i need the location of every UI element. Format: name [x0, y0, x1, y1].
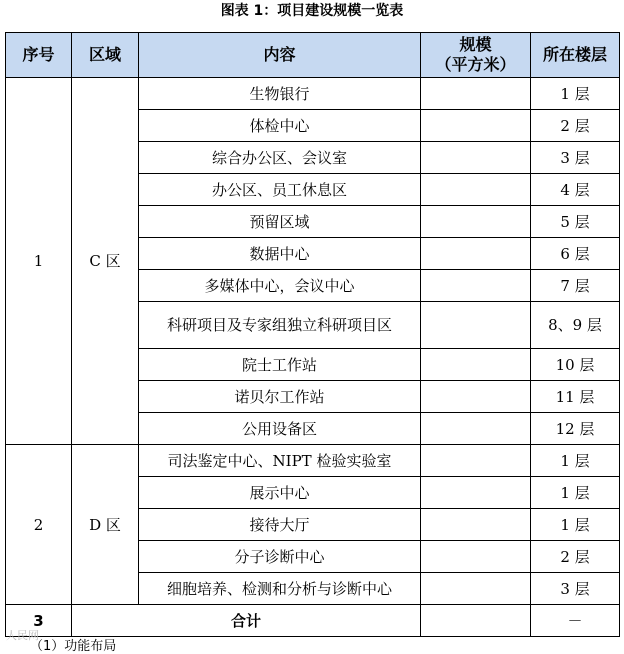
header-scale — [421, 33, 531, 78]
floor-cell: 1 层 — [531, 509, 620, 541]
table-row — [6, 445, 620, 477]
scale-cell — [421, 349, 531, 381]
scale-cell — [421, 381, 531, 413]
floor-cell: 8、9 层 — [531, 302, 620, 349]
header-no: 序号 — [6, 33, 72, 78]
content-cell: 多媒体中心，会议中心 — [139, 270, 421, 302]
content-cell: 展示中心 — [139, 477, 421, 509]
floor-cell: 1 层 — [531, 477, 620, 509]
group-area-cell: C 区 — [72, 78, 139, 445]
floor-cell: 10 层 — [531, 349, 620, 381]
content-cell: 科研项目及专家组独立科研项目区 — [139, 302, 421, 349]
watermark: 人民网 — [6, 629, 39, 642]
scale-cell — [421, 445, 531, 477]
floor-cell: 7 层 — [531, 270, 620, 302]
scale-cell — [421, 110, 531, 142]
scale-cell — [421, 238, 531, 270]
scale-cell — [421, 509, 531, 541]
floor-cell: 2 层 — [531, 541, 620, 573]
group-no-cell: 1 — [6, 78, 72, 445]
group-no-cell: 2 — [6, 445, 72, 605]
scale-cell — [421, 78, 531, 110]
scale-cell — [421, 541, 531, 573]
scale-cell — [421, 413, 531, 445]
floor-cell: 2 层 — [531, 110, 620, 142]
content-cell: 诺贝尔工作站 — [139, 381, 421, 413]
total-floor-cell: － — [531, 605, 620, 637]
total-scale-cell — [421, 605, 531, 637]
content-cell: 办公区、员工休息区 — [139, 174, 421, 206]
floor-cell: 5 层 — [531, 206, 620, 238]
content-cell: 接待大厅 — [139, 509, 421, 541]
scale-cell — [421, 174, 531, 206]
content-cell: 预留区域 — [139, 206, 421, 238]
floor-cell: 12 层 — [531, 413, 620, 445]
table-row — [6, 78, 620, 110]
content-cell: 司法鉴定中心、NIPT 检验实验室 — [139, 445, 421, 477]
content-cell: 体检中心 — [139, 110, 421, 142]
scale-cell — [421, 573, 531, 605]
content-cell: 生物银行 — [139, 78, 421, 110]
project-scale-table — [5, 32, 620, 637]
content-cell: 公用设备区 — [139, 413, 421, 445]
content-cell: 综合办公区、会议室 — [139, 142, 421, 174]
header-content: 内容 — [139, 33, 421, 78]
scale-cell — [421, 477, 531, 509]
floor-cell: 1 层 — [531, 445, 620, 477]
content-cell: 分子诊断中心 — [139, 541, 421, 573]
content-cell: 数据中心 — [139, 238, 421, 270]
scale-cell — [421, 270, 531, 302]
floor-cell: 1 层 — [531, 78, 620, 110]
floor-cell: 3 层 — [531, 573, 620, 605]
header-row — [6, 33, 620, 78]
content-cell: 细胞培养、检测和分析与诊断中心 — [139, 573, 421, 605]
floor-cell: 4 层 — [531, 174, 620, 206]
total-label-cell: 合计 — [72, 605, 421, 637]
content-cell: 院士工作站 — [139, 349, 421, 381]
total-no-cell: 3 — [6, 605, 72, 637]
footer-heading: （1）功能布局 — [30, 639, 117, 654]
group-area-cell: D 区 — [72, 445, 139, 605]
header-area: 区域 — [72, 33, 139, 78]
scale-cell — [421, 206, 531, 238]
floor-cell: 3 层 — [531, 142, 620, 174]
header-scale-line1: 规模 — [459, 35, 492, 54]
total-row — [6, 605, 620, 637]
header-scale-line2: （平方米） — [435, 55, 516, 74]
table-caption: 图表 1：项目建设规模一览表 — [220, 3, 404, 19]
header-floor: 所在楼层 — [531, 33, 620, 78]
scale-cell — [421, 302, 531, 349]
floor-cell: 6 层 — [531, 238, 620, 270]
floor-cell: 11 层 — [531, 381, 620, 413]
scale-cell — [421, 142, 531, 174]
